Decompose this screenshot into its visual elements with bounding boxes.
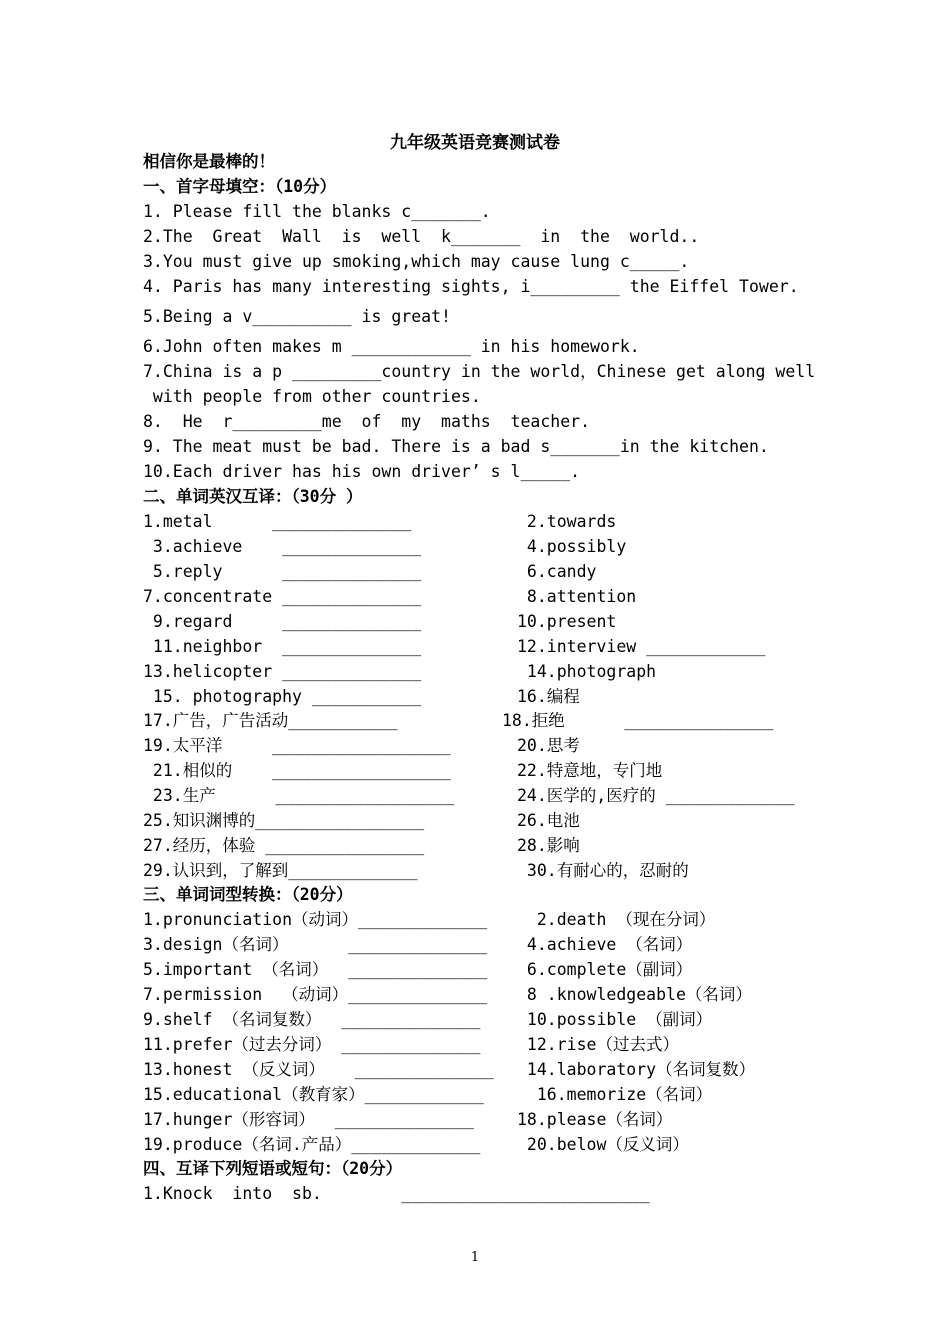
section3-right-item: 6.complete（副词） xyxy=(517,960,693,979)
section2-right-item: 12.interview ____________ xyxy=(517,637,766,656)
section4-item: 1.Knock into sb. _________________________ xyxy=(143,1184,650,1203)
section2-left-item: 25.知识渊博的_________________ xyxy=(143,811,425,830)
section3-left-item: 13.honest （反义词） ______________ xyxy=(143,1060,494,1079)
section2-right-item: 24.医学的,医疗的 _____________ xyxy=(517,786,795,805)
section2-left-item: 13.helicopter ______________ xyxy=(143,662,422,681)
section3-heading: 三、单词词型转换：（20分） xyxy=(143,885,353,904)
section2-left-item: 9.regard ______________ xyxy=(143,612,422,631)
section2-right-item: 2.towards xyxy=(517,512,617,531)
section3-left-item: 3.design（名词） ______________ xyxy=(143,935,488,954)
section2-right-item: 4.possibly xyxy=(517,537,627,556)
section2-left-item: 23.生产 __________________ xyxy=(143,786,455,805)
section1-item: 7.China is a p _________country in the world，Chinese get along well xyxy=(143,362,816,381)
section2-left-item: 29.认识到，了解到_____________ xyxy=(143,861,418,880)
section2-left-item: 7.concentrate ______________ xyxy=(143,587,422,606)
section3-left-item: 1.pronunciation（动词）_____________ xyxy=(143,910,488,929)
section3-right-item: 12.rise（过去式） xyxy=(517,1035,679,1054)
section1-item: with people from other countries. xyxy=(143,387,481,406)
section1-item: 1. Please fill the blanks c_______. xyxy=(143,202,491,221)
section2-left-item: 27.经历，体验 ________________ xyxy=(143,836,425,855)
section2-right-item: 26.电池 xyxy=(517,811,580,830)
section3-right-item: 8 .knowledgeable（名词） xyxy=(517,985,752,1004)
section3-right-item: 2.death （现在分词） xyxy=(517,910,716,929)
section3-right-item: 4.achieve （名词） xyxy=(517,935,693,954)
section2-left-item: 21.相似的 __________________ xyxy=(143,761,451,780)
section2-right-item: 8.attention xyxy=(517,587,637,606)
section1-item: 10.Each driver has his own driver’ s l_____. xyxy=(143,462,581,481)
section3-left-item: 17.hunger（形容词） ______________ xyxy=(143,1110,474,1129)
page-number: 1 xyxy=(470,1250,480,1265)
section3-left-item: 5.important （名词） ______________ xyxy=(143,960,488,979)
motto: 相信你是最棒的！ xyxy=(143,152,275,171)
section3-left-item: 7.permission （动词）______________ xyxy=(143,985,488,1004)
section2-right-item: 18.拒绝 _______________ xyxy=(502,711,774,730)
section1-item: 9. The meat must be bad. There is a bad s_______in the kitchen. xyxy=(143,437,769,456)
section2-left-item: 5.reply ______________ xyxy=(143,562,422,581)
section3-right-item: 14.laboratory（名词复数） xyxy=(517,1060,756,1079)
section1-item: 2.The Great Wall is well k_______ in the world.. xyxy=(143,227,700,246)
section1-item: 5.Being a v__________ is great! xyxy=(143,307,451,326)
section2-right-item: 20.思考 xyxy=(517,736,580,755)
section2-left-item: 19.太平洋 __________________ xyxy=(143,736,451,755)
section1-item: 4. Paris has many interesting sights, i_________ the Eiffel Tower. xyxy=(143,277,799,296)
page-title: 九年级英语竞赛测试卷 xyxy=(390,133,560,153)
section2-right-item: 22.特意地，专门地 xyxy=(517,761,663,780)
section2-left-item: 15. photography ___________ xyxy=(143,687,422,706)
section3-right-item: 18.please（名词） xyxy=(517,1110,673,1129)
section3-left-item: 9.shelf （名词复数） ______________ xyxy=(143,1010,481,1029)
section3-left-item: 19.produce（名词.产品）_____________ xyxy=(143,1135,481,1154)
section1-heading: 一、首字母填空：（10分） xyxy=(143,177,337,196)
section2-left-item: 1.metal ______________ xyxy=(143,512,412,531)
section1-item: 6.John often makes m ____________ in his homework. xyxy=(143,337,640,356)
section3-right-item: 20.below（反义词） xyxy=(517,1135,689,1154)
section2-left-item: 17.广告，广告活动___________ xyxy=(143,711,398,730)
section2-heading: 二、单词英汉互译：（30分 ） xyxy=(143,487,363,506)
section2-right-item: 14.photograph xyxy=(517,662,657,681)
section3-right-item: 16.memorize（名词） xyxy=(517,1085,713,1104)
section1-item: 3.You must give up smoking,which may cause lung c_____. xyxy=(143,252,690,271)
section3-left-item: 11.prefer（过去分词） ______________ xyxy=(143,1035,481,1054)
section2-left-item: 3.achieve ______________ xyxy=(143,537,422,556)
section4-heading: 四、互译下列短语或短句：（20分） xyxy=(143,1159,403,1178)
section2-right-item: 28.影响 xyxy=(517,836,580,855)
section2-right-item: 16.编程 xyxy=(517,687,580,706)
section3-left-item: 15.educational（教育家）____________ xyxy=(143,1085,484,1104)
section3-right-item: 10.possible （副词） xyxy=(517,1010,713,1029)
section2-right-item: 30.有耐心的，忍耐的 xyxy=(517,861,689,880)
section2-right-item: 6.candy xyxy=(517,562,597,581)
section2-right-item: 10.present xyxy=(517,612,617,631)
section2-left-item: 11.neighbor ______________ xyxy=(143,637,422,656)
section1-item: 8. He r_________me of my maths teacher. xyxy=(143,412,591,431)
